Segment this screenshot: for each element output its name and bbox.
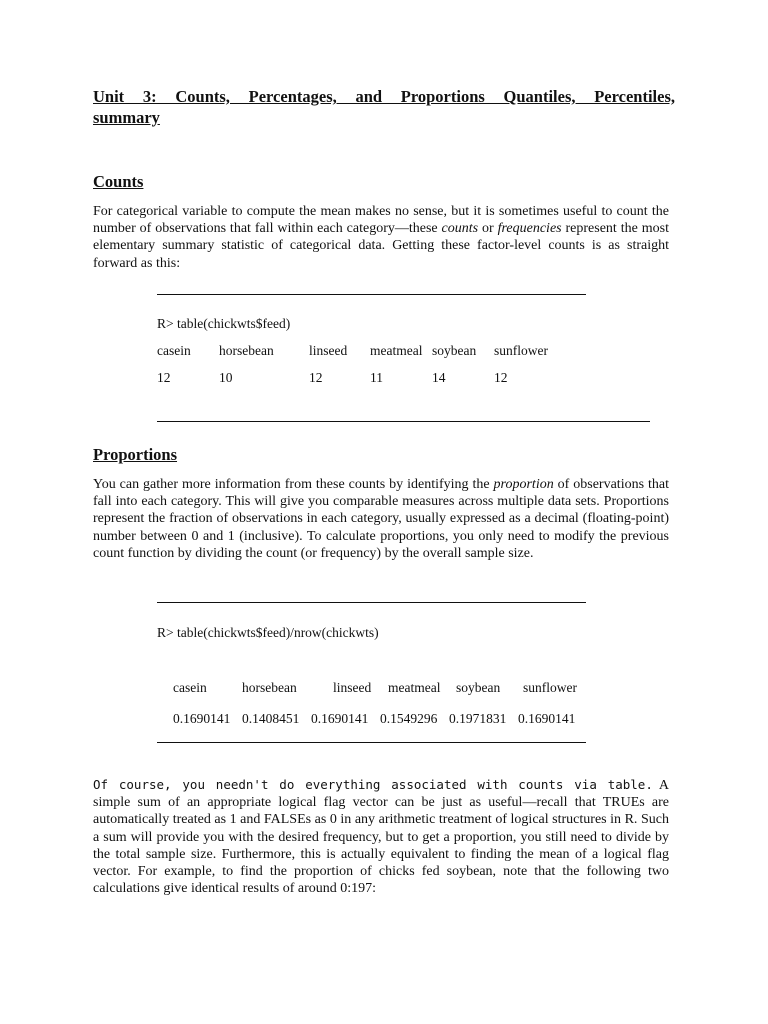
counts-col-header: meatmeal: [370, 343, 423, 358]
counts-value: 12: [309, 370, 323, 385]
proportions-top-rule: [157, 602, 586, 603]
counts-col-header: sunflower: [494, 343, 548, 358]
counts-paragraph: For categorical variable to compute the mean makes no sense, but it is sometimes useful to count the number of observations that fall within each category—these counts or frequencies represent the most elementary summary statistic of categorical data. Getting these factor-level counts is as straight forward as this:: [93, 204, 669, 271]
title-line-1: Unit 3: Counts, Percentages, and Proportions Quantiles, Percentiles,: [93, 87, 675, 106]
proportions-value: 0.1971831: [449, 711, 507, 726]
counts-col-header: horsebean: [219, 343, 274, 358]
counts-value: 10: [219, 370, 233, 385]
proportions-value: 0.1549296: [380, 711, 438, 726]
counts-top-rule: [157, 294, 586, 295]
proportions-col-header: sunflower: [523, 680, 577, 695]
proportions-value: 0.1690141: [173, 711, 231, 726]
proportions-value: 0.1690141: [518, 711, 576, 726]
proportions-heading: Proportions: [93, 445, 178, 464]
proportions-col-header: linseed: [333, 680, 372, 695]
closing-paragraph: Of course, you needn't do everything associated with counts via table. A simple sum of an appropriate logical flag vector can be just as useful—recall that TRUEs are automatically treated as 1 and FALSEs as 0 in any arithmetic treatment of logical structures in R. Such a sum will provide you with the desired frequency, but to get a proportion, you still need to divide by the total sample size. Furthermore, this is actually equivalent to finding the mean of a logical flag vector. For example, to find the proportion of chicks fed soybean, note that the following two calculations give identical results of around 0:197:: [93, 777, 670, 897]
counts-value: 12: [494, 370, 508, 385]
counts-col-header: soybean: [432, 343, 477, 358]
proportions-col-header: soybean: [456, 680, 501, 695]
proportions-col-header: horsebean: [242, 680, 297, 695]
proportions-paragraph: You can gather more information from these counts by identifying the proportion of observations that fall into each category. This will give you comparable measures across multiple data sets. Proportions represent the fraction of observations in each category, usually expressed as a decimal (floating-point) number between 0 and 1 (inclusive). To calculate proportions, you only need to modify the previous count function by dividing the count (or frequency) by the overall sample size.: [93, 477, 669, 561]
proportions-value: 0.1690141: [311, 711, 369, 726]
counts-value: 12: [157, 370, 171, 385]
counts-value: 11: [370, 370, 383, 385]
proportions-value: 0.1408451: [242, 711, 300, 726]
proportions-command: R> table(chickwts$feed)/nrow(chickwts): [157, 625, 379, 640]
counts-bottom-rule: [157, 421, 650, 422]
counts-heading: Counts: [93, 172, 144, 191]
proportions-col-header: casein: [173, 680, 207, 695]
title-line-2: summary: [93, 108, 160, 127]
proportions-col-header: meatmeal: [388, 680, 441, 695]
counts-col-header: linseed: [309, 343, 348, 358]
proportions-bottom-rule: [157, 742, 586, 743]
counts-value: 14: [432, 370, 446, 385]
document-title: [93, 86, 675, 128]
counts-col-header: casein: [157, 343, 191, 358]
counts-command: R> table(chickwts$feed): [157, 316, 291, 331]
